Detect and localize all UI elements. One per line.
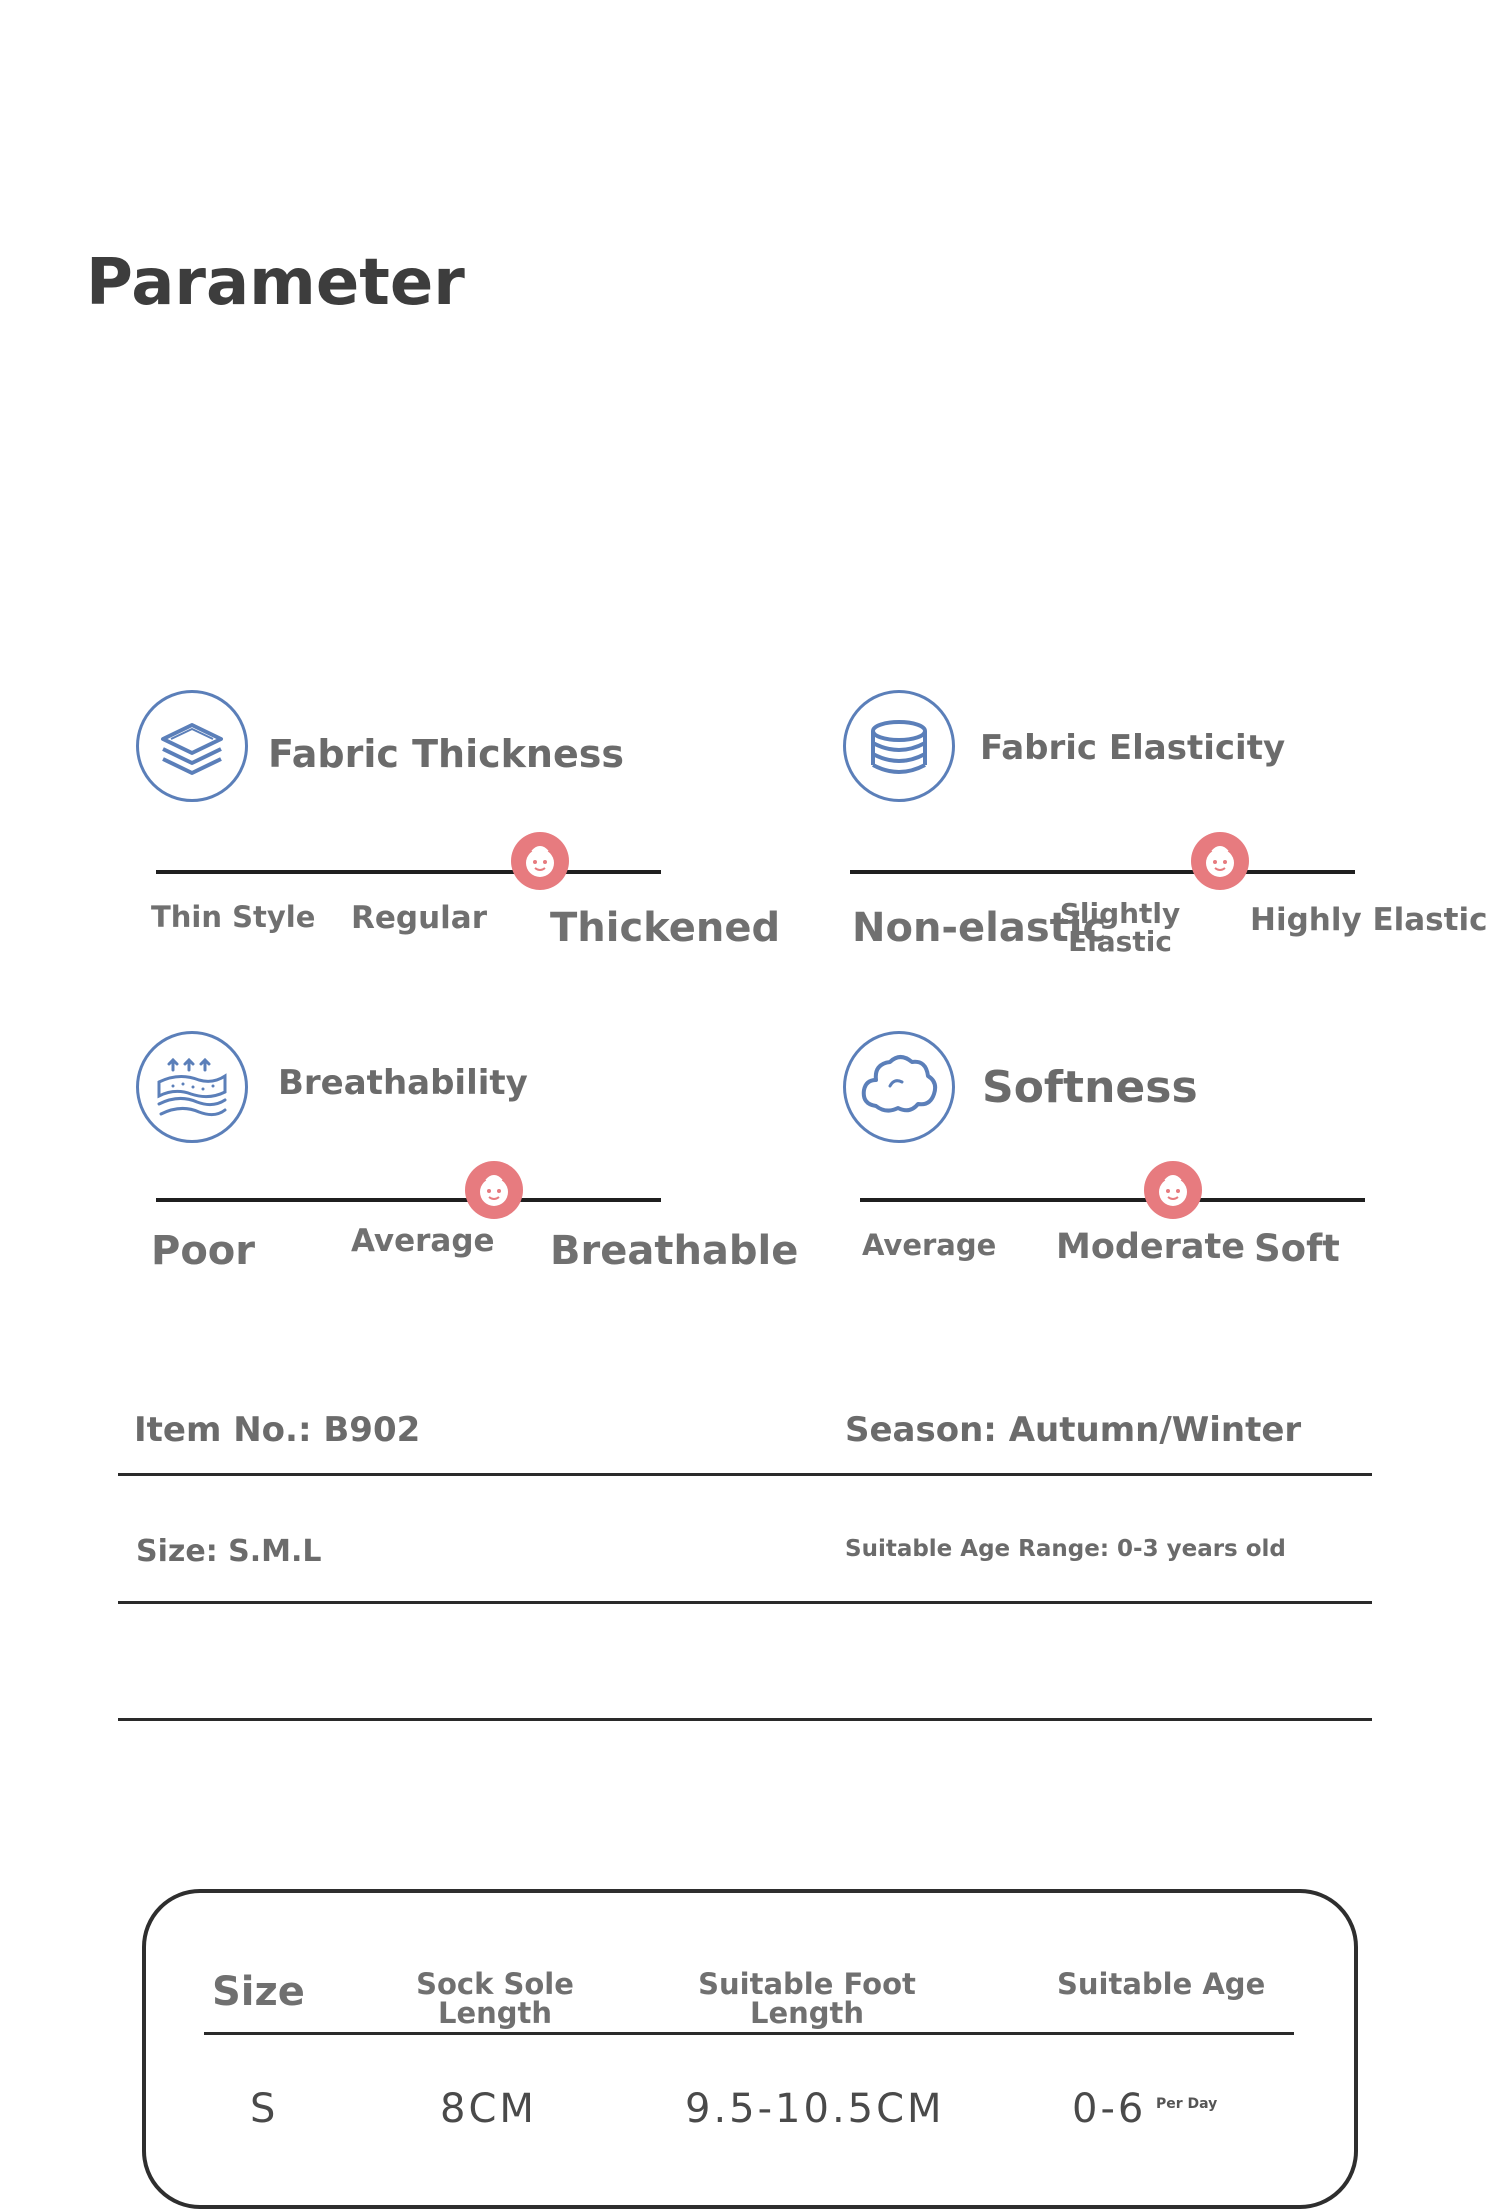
size-header: Size xyxy=(212,1969,305,2015)
divider xyxy=(118,1718,1372,1721)
breathable-fabric-icon xyxy=(136,1031,248,1143)
level-marker-icon xyxy=(1191,832,1249,890)
foot-length-header: Suitable Foot Length xyxy=(698,1967,916,2030)
divider xyxy=(118,1601,1372,1604)
scale-label-high: Breathable xyxy=(550,1228,799,1274)
param-title: Fabric Thickness xyxy=(268,732,624,776)
scale-line xyxy=(860,1198,1365,1202)
scale-label-mid: Average xyxy=(351,1223,495,1259)
scale-label-mid: Moderate xyxy=(1056,1227,1246,1267)
elastic-coil-icon xyxy=(843,690,955,802)
scale-label-low: Poor xyxy=(151,1228,256,1274)
cell-size: S xyxy=(250,2086,279,2132)
scale-label-high: Highly Elastic xyxy=(1250,902,1488,938)
scale-label-mid: Regular xyxy=(351,900,487,936)
cell-foot-length: 9.5-10.5CM xyxy=(685,2086,945,2132)
scale-label-mid: Slightly Elastic xyxy=(1059,897,1181,958)
item-number: Item No.: B902 xyxy=(134,1410,421,1450)
season: Season: Autumn/Winter xyxy=(845,1410,1302,1450)
fabric-layers-icon xyxy=(136,690,248,802)
scale-label-high: Thickened xyxy=(550,905,781,951)
size-range: Size: S.M.L xyxy=(136,1534,322,1569)
sole-length-header: Sock Sole Length xyxy=(416,1967,574,2030)
scale-line xyxy=(156,870,661,874)
age-range: Suitable Age Range: 0-3 years old xyxy=(845,1536,1286,1562)
cell-age: 0-6 xyxy=(1072,2086,1147,2132)
age-header: Suitable Age xyxy=(1057,1967,1266,2001)
table-header-divider xyxy=(204,2032,1294,2035)
level-marker-icon xyxy=(1144,1161,1202,1219)
param-title: Softness xyxy=(982,1062,1198,1113)
scale-line xyxy=(156,1198,661,1202)
level-marker-icon xyxy=(465,1161,523,1219)
scale-label-low: Non-elastic xyxy=(852,905,1107,951)
cell-age-note: Per Day xyxy=(1156,2096,1218,2112)
scale-label-low: Thin Style xyxy=(151,900,316,934)
level-marker-icon xyxy=(511,832,569,890)
cloud-icon xyxy=(843,1031,955,1143)
param-title: Breathability xyxy=(278,1063,528,1103)
size-table xyxy=(142,1889,1358,2209)
page-title: Parameter xyxy=(86,246,465,320)
scale-label-low: Average xyxy=(862,1228,997,1262)
divider xyxy=(118,1473,1372,1476)
cell-sole-length: 8CM xyxy=(440,2086,537,2132)
scale-label-high: Soft xyxy=(1254,1227,1340,1270)
param-title: Fabric Elasticity xyxy=(980,728,1286,768)
scale-line xyxy=(850,870,1355,874)
